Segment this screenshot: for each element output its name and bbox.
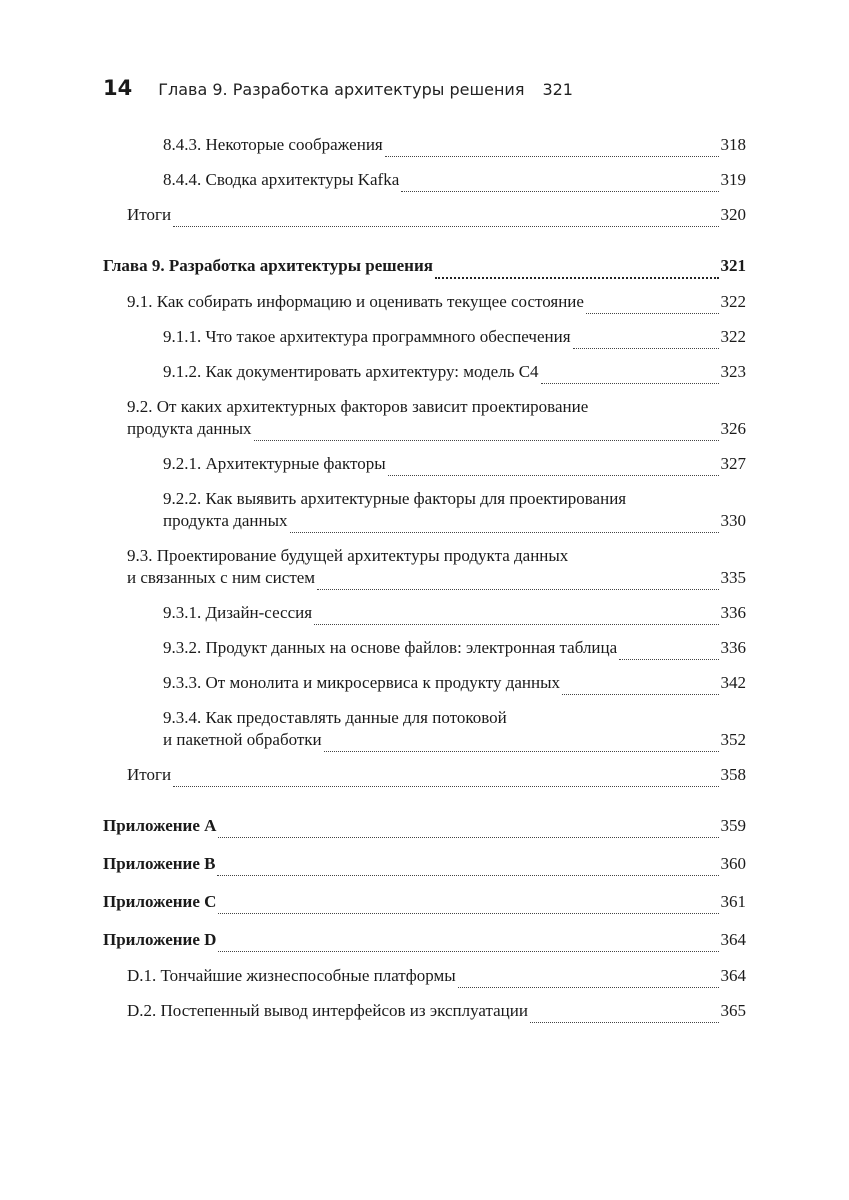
toc-entry-title: 9.3. Проектирование будущей архитектуры продукта данных xyxy=(127,546,569,565)
toc-entry[interactable] xyxy=(103,545,746,595)
toc-entry-page: 336 xyxy=(720,603,746,622)
toc-entry-title-cont: продукта данных xyxy=(163,511,288,530)
toc-entry-page: 364 xyxy=(720,930,746,949)
toc-entry-page: 320 xyxy=(720,205,746,224)
toc-entry-title: Приложение A xyxy=(103,816,217,835)
toc-entry[interactable] xyxy=(103,134,746,162)
dot-leader xyxy=(218,815,718,838)
toc-entry-title: 8.4.3. Некоторые соображения xyxy=(163,135,383,154)
toc-entry[interactable] xyxy=(103,453,746,481)
running-page-number: 321 xyxy=(542,80,573,99)
toc-entry-title: D.2. Постепенный вывод интерфейсов из эксплуатации xyxy=(127,1001,528,1020)
toc-entry-title: 9.2.1. Архитектурные факторы xyxy=(163,454,386,473)
dot-leader xyxy=(317,567,718,590)
toc-entry-title-cont: продукта данных xyxy=(127,419,252,438)
toc-appendix-entry[interactable] xyxy=(103,891,746,919)
dot-leader xyxy=(530,1000,719,1023)
toc-entry-title: D.1. Тончайшие жизнеспособные платформы xyxy=(127,966,456,985)
toc-entry[interactable] xyxy=(103,291,746,319)
toc-entry-title: 9.1. Как собирать информацию и оценивать текущее состояние xyxy=(127,292,584,311)
toc-entry-title: Итоги xyxy=(127,765,172,784)
toc-entry-title: 9.3.2. Продукт данных на основе файлов: электронная таблица xyxy=(163,638,618,657)
toc-entry-page: 318 xyxy=(720,135,746,154)
toc-entry-page: 327 xyxy=(720,454,746,473)
toc-entry[interactable] xyxy=(103,602,746,630)
dot-leader xyxy=(385,134,719,157)
dot-leader xyxy=(586,291,719,314)
dot-leader xyxy=(173,764,718,787)
toc-entry[interactable] xyxy=(103,672,746,700)
dot-leader xyxy=(573,326,719,349)
dot-leader xyxy=(562,672,718,695)
toc-entry-page: 342 xyxy=(720,673,746,692)
dot-leader xyxy=(401,169,718,192)
toc-entry-title: 9.3.1. Дизайн-сессия xyxy=(163,603,313,622)
toc-entry-page: 322 xyxy=(720,292,746,311)
toc-entry-title: 9.2. От каких архитектурных факторов зависит проектирование xyxy=(127,397,589,416)
toc-entry-title: 9.3.4. Как предоставлять данные для потоковой xyxy=(163,708,507,727)
dot-leader xyxy=(324,729,719,752)
dot-leader xyxy=(173,204,718,227)
toc-entry-title: 9.3.3. От монолита и микросервиса к продукту данных xyxy=(163,673,561,692)
toc-entry-title: 9.2.2. Как выявить архитектурные факторы для проектирования xyxy=(163,489,627,508)
toc-entry[interactable] xyxy=(103,637,746,665)
toc-entry-page: 361 xyxy=(720,892,746,911)
dot-leader xyxy=(435,255,719,279)
toc-entry-page: 352 xyxy=(720,730,746,749)
dot-leader xyxy=(254,418,719,441)
toc-entry-title: Приложение D xyxy=(103,930,217,949)
toc-entry-title: 9.1.1. Что такое архитектура программного обеспечения xyxy=(163,327,571,346)
toc-entry-page: 360 xyxy=(720,854,746,873)
toc-appendix-entry[interactable] xyxy=(103,853,746,881)
dot-leader xyxy=(314,602,718,625)
dot-leader xyxy=(458,965,719,988)
toc-chapter-entry[interactable] xyxy=(103,255,746,284)
toc-entry[interactable] xyxy=(103,361,746,389)
toc-entry-title: Итоги xyxy=(127,205,172,224)
toc-entry-page: 319 xyxy=(720,170,746,189)
toc-entry[interactable] xyxy=(103,326,746,354)
toc-entry-page: 330 xyxy=(720,511,746,530)
toc-entry[interactable] xyxy=(103,707,746,757)
toc-entry[interactable] xyxy=(103,204,746,232)
dot-leader xyxy=(388,453,719,476)
toc-entry-page: 358 xyxy=(720,765,746,784)
toc-entry-title-cont: и связанных с ним систем xyxy=(127,568,316,587)
toc-entry[interactable] xyxy=(103,488,746,538)
page-number: 14 xyxy=(103,76,133,100)
dot-leader xyxy=(217,853,718,876)
toc-entry-page: 326 xyxy=(720,419,746,438)
toc-entry[interactable] xyxy=(103,169,746,197)
toc-entry-page: 336 xyxy=(720,638,746,657)
toc-entry-page: 364 xyxy=(720,966,746,985)
toc-entry-page: 322 xyxy=(720,327,746,346)
toc-entry-page: 335 xyxy=(720,568,746,587)
toc-entry-title: Приложение B xyxy=(103,854,216,873)
toc-entry[interactable] xyxy=(103,965,746,993)
toc-entry-title: Глава 9. Разработка архитектуры решения xyxy=(103,256,433,275)
toc-entry-title: 8.4.4. Сводка архитектуры Kafka xyxy=(163,170,400,189)
dot-leader xyxy=(218,891,718,914)
toc-entry-title: Приложение C xyxy=(103,892,217,911)
toc-appendix-entry[interactable] xyxy=(103,815,746,843)
toc-appendix-entry[interactable] xyxy=(103,929,746,957)
toc-entry-page: 359 xyxy=(720,816,746,835)
dot-leader xyxy=(290,510,719,533)
toc-entry[interactable] xyxy=(103,396,746,446)
dot-leader xyxy=(218,929,718,952)
toc-entry-page: 365 xyxy=(720,1001,746,1020)
toc-entry-title: 9.1.2. Как документировать архитектуру: модель C4 xyxy=(163,362,539,381)
running-title: Глава 9. Разработка архитектуры решения xyxy=(158,80,525,99)
table-of-contents xyxy=(103,132,746,1028)
toc-entry[interactable] xyxy=(103,764,746,792)
dot-leader xyxy=(541,361,719,384)
dot-leader xyxy=(619,637,718,660)
toc-entry-page: 321 xyxy=(720,256,746,275)
toc-entry-page: 323 xyxy=(720,362,746,381)
toc-entry-title-cont: и пакетной обработки xyxy=(163,730,322,749)
toc-entry[interactable] xyxy=(103,1000,746,1028)
page-header xyxy=(103,76,573,106)
